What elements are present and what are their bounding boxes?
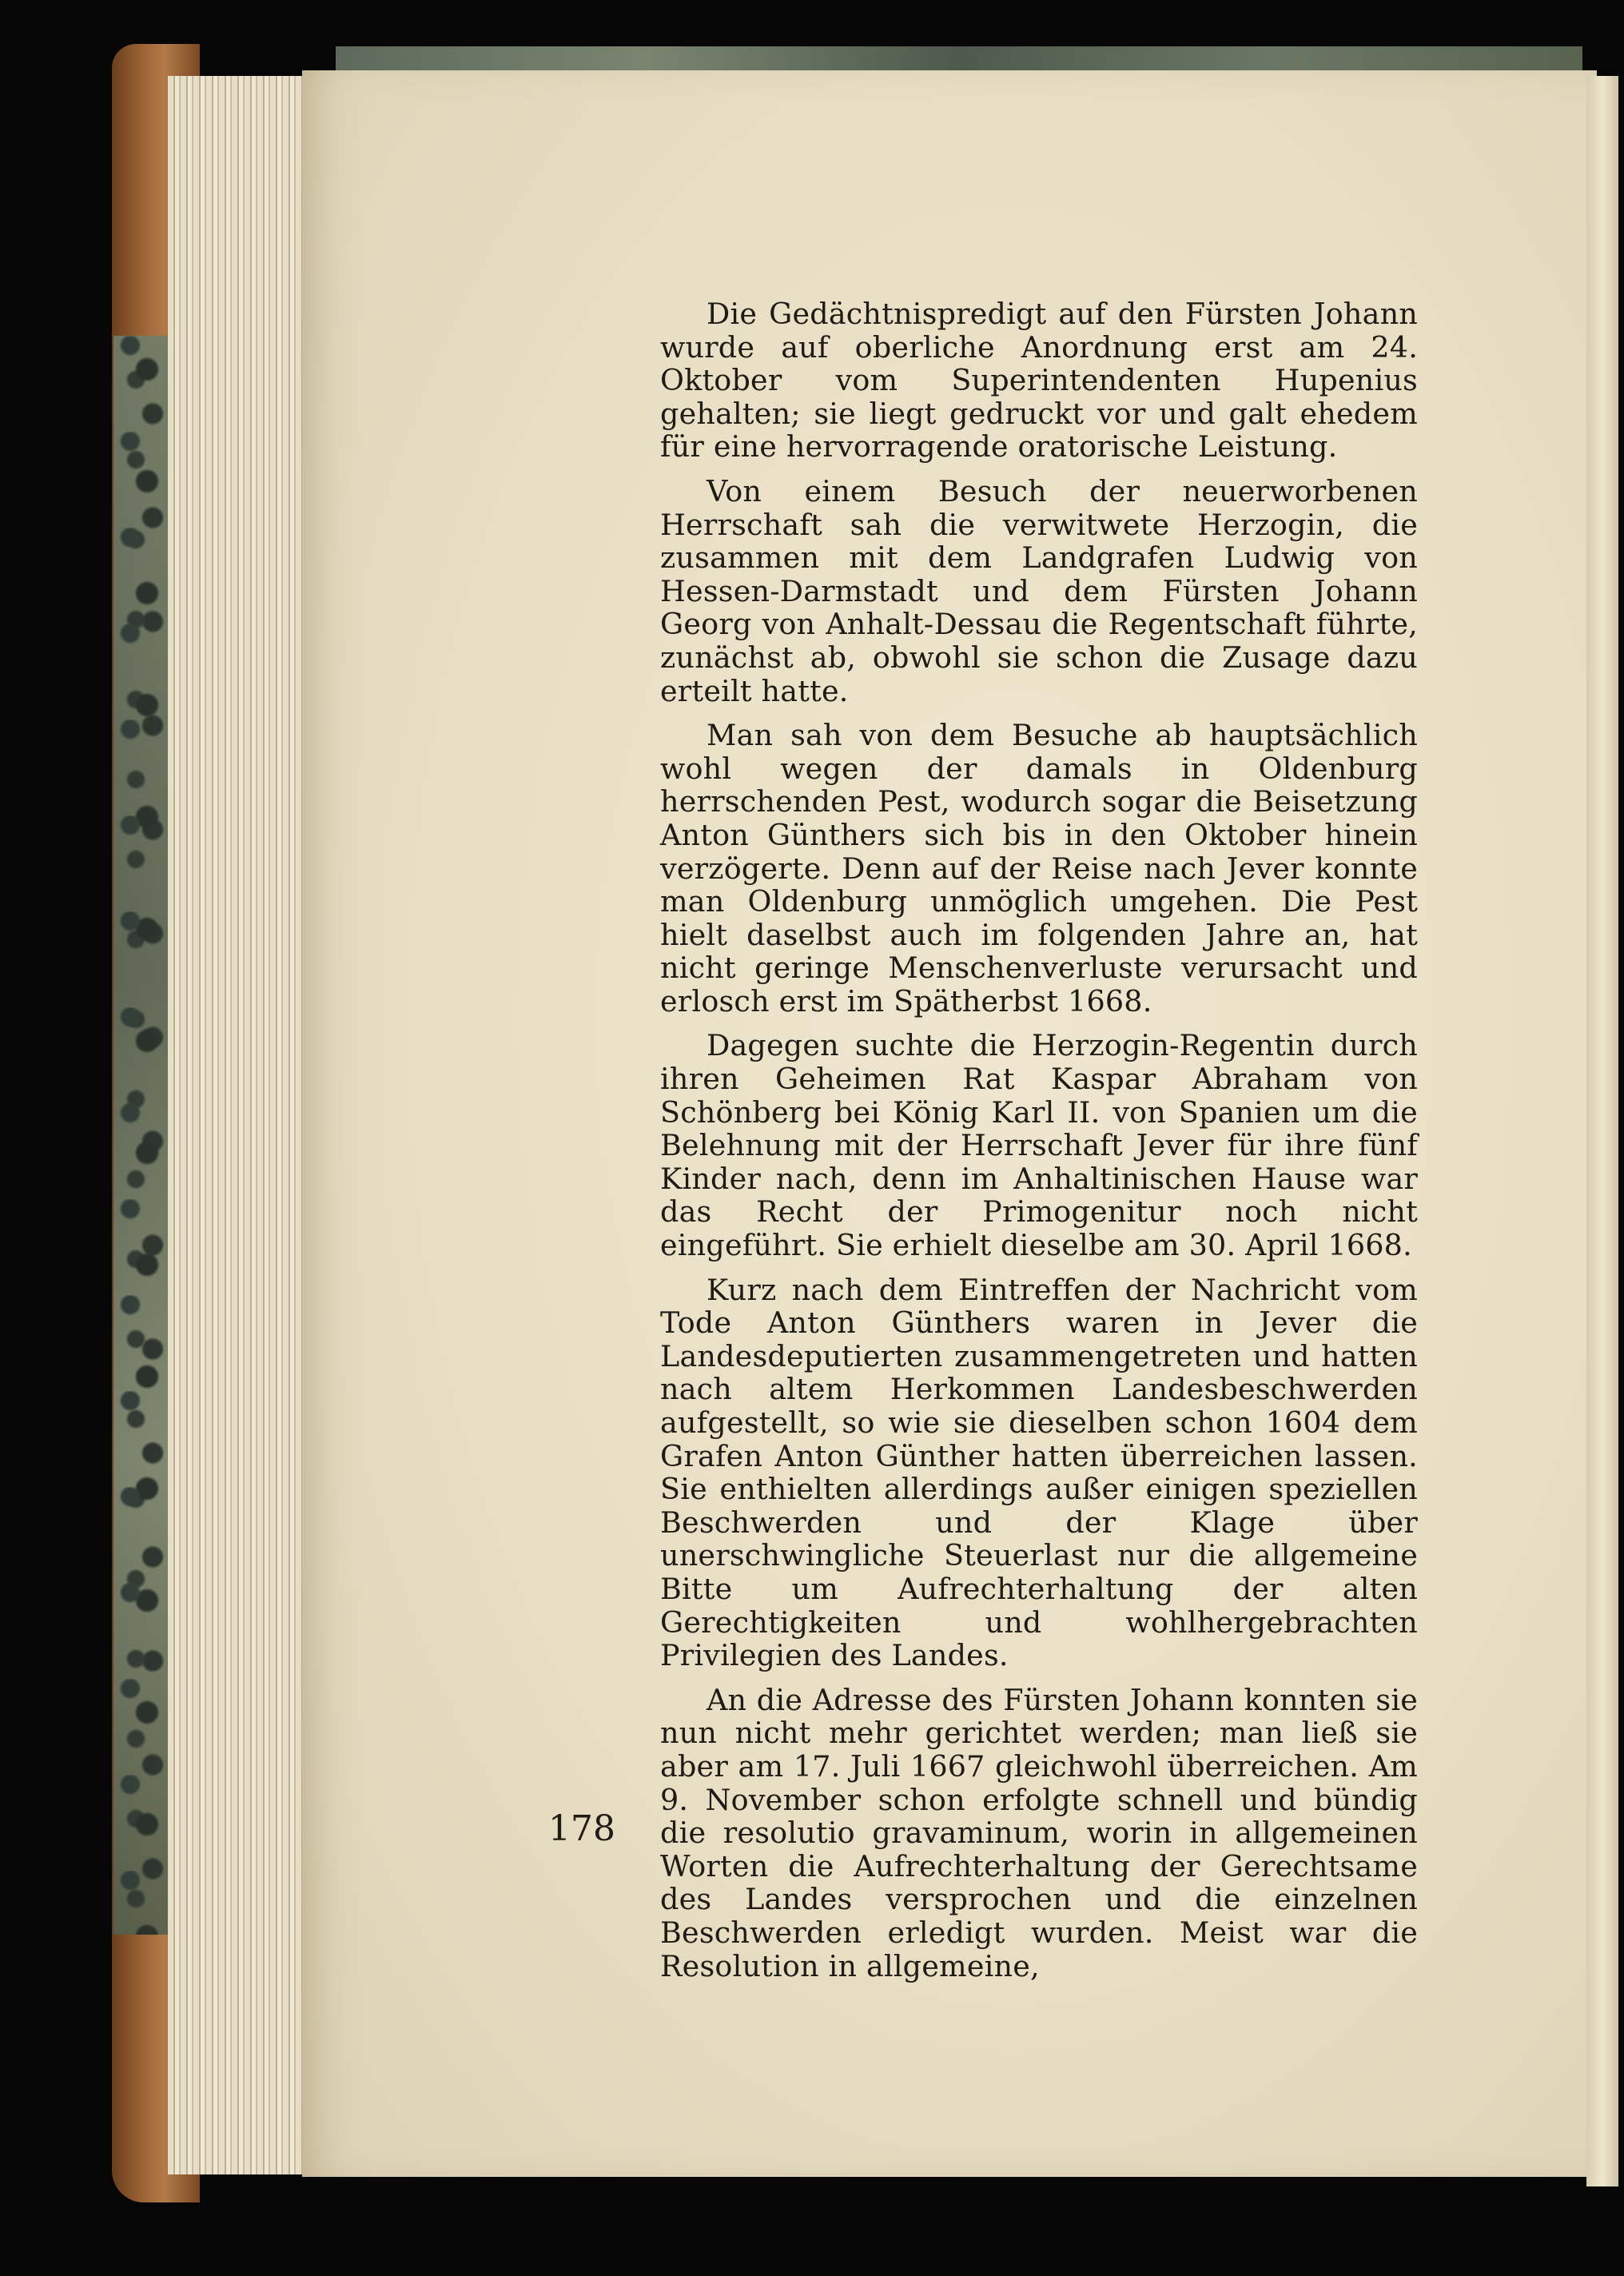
marbled-cover [113, 336, 169, 1935]
page-edge-right [1586, 76, 1618, 2186]
page-number: 178 [548, 1808, 615, 1849]
paragraph-3: Man sah von dem Besuche ab hauptsächlich wohl wegen der damals in Oldenburg herrschenden Pest, wodurch sogar die Beisetzung Anton Günthers sich bis in den Oktober hinein verzögerte. Denn auf der Reise nach Jever konnte man Oldenburg unmöglich umgehen. Die Pest hielt daselbst auch im folgenden Jahre an, hat nicht geringe Menschenverluste verursacht und erlosch erst im Spätherbst 1668. [660, 718, 1418, 1018]
paragraph-4: Dagegen suchte die Herzogin-Regentin durch ihren Geheimen Rat Kaspar Abraham von Schönberg bei König Karl II. von Spanien um die Belehnung mit der Herrschaft Jever für ihre fünf Kinder nach, denn im Anhaltinischen Hause war das Recht der Primogenitur noch nicht eingeführt. Sie erhielt dieselbe am 30. April 1668. [660, 1028, 1418, 1263]
paragraph-2: Von einem Besuch der neuerworbenen Herrschaft sah die verwitwete Herzogin, die zusammen mit dem Landgrafen Ludwig von Hessen-Darmstadt und dem Fürsten Johann Georg von Anhalt-Dessau die Regentschaft führte, zunächst ab, obwohl sie schon die Zusage dazu erteilt hatte. [660, 473, 1418, 708]
marbled-cover-top [336, 46, 1582, 70]
paragraph-1: Die Gedächtnispredigt auf den Fürsten Johann wurde auf oberliche Anordnung erst am 24. Oktober vom Superintendenten Hupenius gehalten; sie liegt gedruckt vor und galt ehedem für eine hervorragende oratorische Leistung. [660, 297, 1418, 464]
page-edges [168, 76, 312, 2174]
paragraph-6: An die Adresse des Fürsten Johann konnten sie nun nicht mehr gerichtet werden; man ließ sie aber am 17. Juli 1667 gleichwohl überreichen. Am 9. November schon erfolgte schnell und bündig die resolutio gravaminum, worin in allgemeinen Worten die Aufrechterhaltung der Gerechtsame des Landes versprochen und die einzelnen Beschwerden erledigt wurden. Meist war die Resolution in allgemeine, [660, 1682, 1418, 1983]
paragraph-5: Kurz nach dem Eintreffen der Nachricht vom Tode Anton Günthers waren in Jever die Landesdeputierten zusammengetreten und hatten nach altem Herkommen Landesbeschwerden aufgestellt, so wie sie dieselben schon 1604 dem Grafen Anton Günther hatten überreichen lassen. Sie enthielten allerdings außer einigen speziellen Beschwerden und der Klage über unerschwingliche Steuerlast nur die allgemeine Bitte um Aufrechterhaltung der alten Gerechtigkeiten und wohlhergebrachten Privilegien des Landes. [660, 1272, 1418, 1673]
body-text [660, 297, 1418, 1994]
